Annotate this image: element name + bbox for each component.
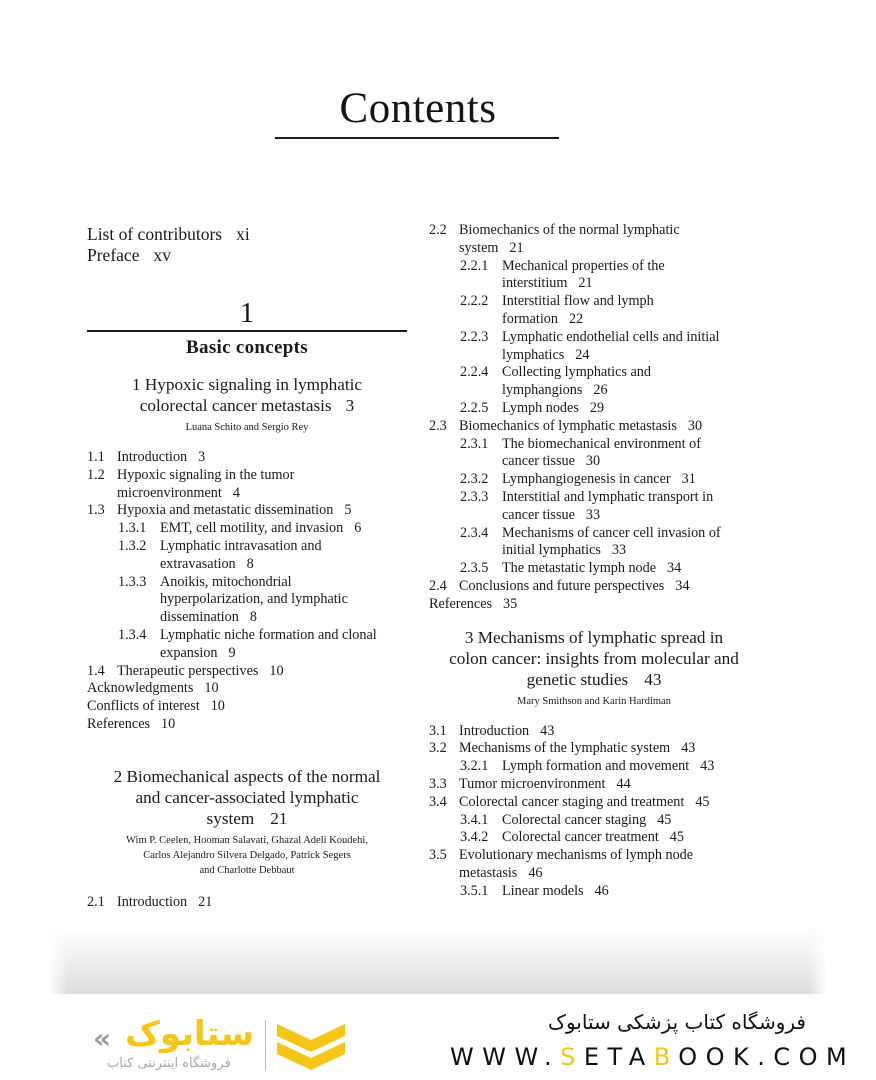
entry-page: 21 (198, 893, 213, 910)
toc-entry[interactable] (87, 449, 407, 467)
entry-label: Therapeutic perspectives (117, 662, 259, 679)
chapter-page: 3 (345, 396, 355, 415)
entry-page: 45 (669, 829, 684, 846)
entry-page: 34 (667, 560, 682, 577)
toc-entry[interactable] (429, 258, 759, 294)
entry-number: 2.3.5 (460, 560, 489, 577)
entry-number: 3.2.1 (460, 758, 489, 775)
entry-label: Introduction (117, 893, 188, 910)
toc-entry[interactable] (87, 520, 407, 538)
chapter-authors (429, 694, 759, 709)
entry-label: List of contributors (87, 224, 223, 244)
entry-label: cancer tissue (502, 453, 575, 470)
entry-label: References (87, 715, 151, 732)
entry-label: Mechanisms of cancer cell invasion of (502, 524, 721, 541)
toc-entry[interactable] (87, 502, 407, 520)
toc-entry[interactable] (429, 471, 759, 489)
url-part: ETA (583, 1043, 654, 1071)
store-name-fa: فروشگاه کتاب پزشکی ستابوک (548, 1010, 806, 1034)
toc-entry[interactable] (87, 538, 407, 574)
url-part: OOK.COM (678, 1043, 856, 1071)
toc-entry[interactable] (429, 418, 759, 436)
entry-number: 2.4 (429, 577, 447, 594)
front-entry-preface[interactable] (87, 245, 407, 266)
entry-number: 3.5 (429, 847, 447, 864)
entry-page: 21 (509, 239, 524, 256)
entry-page: xv (153, 245, 171, 265)
chapter-1 (87, 374, 407, 734)
toc-entry[interactable] (429, 525, 759, 561)
entry-label: Hypoxia and metastatic dissemination (117, 502, 334, 519)
entry-page: 30 (585, 453, 601, 470)
entry-page: 43 (540, 722, 555, 739)
entry-label: interstitium (502, 275, 568, 292)
chapter-2 (87, 766, 407, 912)
chapter-authors (87, 833, 407, 878)
entry-label: expansion (160, 644, 218, 661)
entry-label: Evolutionary mechanisms of lymph node (459, 847, 694, 864)
page-fade-shadow (50, 926, 826, 994)
entry-number: 2.2.2 (460, 293, 489, 310)
toc-entry[interactable] (429, 293, 759, 329)
toc-entry[interactable] (429, 560, 759, 578)
entry-page: 9 (228, 644, 236, 661)
entry-page: 10 (161, 715, 176, 732)
entry-number: 3.4.1 (460, 811, 489, 828)
entry-label: References (429, 595, 493, 612)
entry-label: Tumor microenvironment (459, 775, 606, 792)
entry-page: 21 (578, 275, 593, 292)
toc-entry[interactable] (87, 680, 407, 698)
entry-label: Lymphangiogenesis in cancer (502, 471, 671, 488)
part-rule (87, 330, 407, 332)
entry-label: Acknowledgments (87, 680, 194, 697)
entry-page: 4 (232, 484, 240, 501)
entry-page: 34 (675, 577, 690, 594)
logo-subtitle: فروشگاه اینترنتی کتاب (107, 1056, 231, 1071)
entry-label: Interstitial and lymphatic transport in (502, 488, 714, 505)
front-entry-contributors[interactable] (87, 224, 407, 245)
entry-label: Introduction (117, 449, 188, 465)
chapter-authors (87, 420, 407, 435)
chapter-title[interactable] (429, 627, 759, 690)
toc-entry[interactable] (87, 698, 407, 716)
entry-label: system (459, 239, 499, 256)
chapter-title-line: system (206, 808, 255, 828)
chapter-title-line: colorectal cancer metastasis (139, 396, 332, 415)
entry-page: 8 (246, 555, 254, 572)
entry-label: Lymphatic intravasation and (160, 537, 322, 554)
toc-entry[interactable] (429, 776, 759, 794)
front-matter (87, 224, 407, 266)
entry-label: Mechanical properties of the (502, 257, 665, 274)
entry-page: 33 (585, 506, 601, 523)
toc-entry[interactable] (429, 794, 759, 812)
entry-label: Biomechanics of lymphatic metastasis (459, 417, 677, 434)
chapter-title-line: 2 Biomechanical aspects of the normal (113, 766, 381, 786)
toc-entry[interactable] (429, 847, 759, 883)
chapter-entries (87, 449, 407, 734)
entry-page: 29 (589, 399, 605, 416)
entry-label: Colorectal cancer treatment (502, 829, 659, 846)
chapter-title-line: colon cancer: insights from molecular and (449, 648, 739, 668)
entry-label: dissemination (160, 609, 239, 626)
entry-number: 1.1 (87, 449, 105, 465)
entry-number: 2.1 (87, 893, 105, 910)
title-rule (275, 137, 559, 139)
entry-page: 10 (210, 698, 225, 715)
entry-number: 2.3.3 (460, 488, 489, 505)
entry-page: 43 (681, 740, 696, 757)
entry-page: 33 (611, 542, 627, 559)
entry-label: Collecting lymphatics and (502, 364, 651, 381)
toc-entry[interactable] (429, 222, 759, 258)
entry-label: Mechanisms of the lymphatic system (459, 740, 671, 757)
entry-number: 2.2 (429, 222, 447, 238)
toc-entry[interactable] (429, 436, 759, 472)
entry-label: microenvironment (117, 484, 222, 501)
toc-entry[interactable] (429, 489, 759, 525)
entry-number: 1.3.1 (118, 520, 147, 537)
toc-entry[interactable] (429, 364, 759, 400)
entry-label: metastasis (459, 864, 518, 881)
entry-label: The metastatic lymph node (502, 560, 657, 577)
toc-entry[interactable] (87, 663, 407, 681)
entry-page: 5 (344, 502, 352, 519)
entry-page: 45 (657, 811, 672, 828)
author-line: and Charlotte Debbaut (199, 864, 295, 876)
entry-label: Introduction (459, 722, 530, 739)
toc-left-column (87, 224, 407, 912)
logo-divider (265, 1020, 266, 1070)
entry-label: Conflicts of interest (87, 698, 200, 715)
toc-entry[interactable] (87, 894, 407, 912)
chapter-entries (429, 723, 759, 901)
toc-entry[interactable] (429, 596, 759, 614)
url-part-highlight: S (560, 1043, 584, 1071)
part-title: Basic concepts (186, 337, 308, 358)
author-line: Mary Smithson and Karin Hardiman (517, 695, 671, 707)
entry-label: EMT, cell motility, and invasion (160, 520, 344, 537)
entry-page: 35 (503, 595, 518, 612)
entry-label: formation (502, 310, 558, 327)
entry-label: lymphatics (502, 346, 565, 363)
entry-number: 3.4.2 (460, 829, 489, 846)
entry-number: 2.2.1 (460, 257, 489, 274)
entry-page: 46 (528, 864, 543, 881)
entry-number: 1.3.3 (118, 573, 147, 590)
chapter-2-continued (429, 222, 759, 614)
entry-number: 1.3.4 (118, 626, 147, 643)
toc-entry[interactable] (87, 627, 407, 663)
entry-number: 1.3 (87, 502, 105, 519)
entry-page: 24 (575, 346, 590, 363)
chapter-title-line: and cancer-associated lymphatic (135, 787, 359, 807)
author-line: Wim P. Ceelen, Hooman Salavati, Ghazal Adeli Koudehi, (126, 834, 368, 846)
entry-label: lymphangions (502, 382, 583, 399)
entry-number: 1.4 (87, 662, 105, 679)
logo-wordmark: ستابوک (125, 1014, 254, 1054)
entry-label: Colorectal cancer staging and treatment (459, 793, 685, 810)
entry-page: 30 (687, 417, 703, 434)
entry-page: xi (236, 224, 250, 244)
entry-label: Anoikis, mitochondrial (160, 573, 292, 590)
entry-label: Biomechanics of the normal lymphatic (459, 222, 680, 238)
toc-entry[interactable] (429, 578, 759, 596)
page-title: Contents (339, 85, 497, 132)
entry-number: 3.3 (429, 775, 447, 792)
chapter-title-line: genetic studies (526, 669, 629, 689)
toc-entry[interactable] (429, 740, 759, 758)
toc-entry[interactable] (429, 329, 759, 365)
entry-number: 2.3.2 (460, 471, 489, 488)
entry-number: 1.2 (87, 466, 105, 483)
chapter-entries (87, 894, 407, 912)
setabook-logo[interactable] (85, 1010, 355, 1078)
chapter-title-line: 3 Mechanisms of lymphatic spread in (464, 627, 724, 647)
toc-entry[interactable] (429, 812, 759, 830)
part-number: 1 (239, 297, 255, 329)
entry-label: initial lymphatics (502, 542, 601, 559)
toc-right-column (429, 222, 759, 901)
entry-number: 2.3.1 (460, 435, 489, 452)
toc-entry[interactable] (429, 758, 759, 776)
entry-label: Hypoxic signaling in the tumor (117, 466, 295, 483)
entry-label: Lymphatic endothelial cells and initial (502, 328, 720, 345)
entry-page: 46 (594, 882, 609, 899)
entry-label: Linear models (502, 882, 584, 899)
author-line: Luana Schito and Sergio Rey (185, 422, 309, 433)
url-part-highlight: B (653, 1043, 679, 1071)
entry-label: Conclusions and future perspectives (459, 577, 665, 594)
entry-label: Lymphatic niche formation and clonal (160, 626, 377, 643)
double-chevron-icon: « (93, 1022, 112, 1055)
toc-entry[interactable] (87, 574, 407, 627)
entry-page: 43 (700, 758, 715, 775)
chapter-title[interactable] (87, 374, 407, 416)
entry-number: 3.5.1 (460, 882, 489, 899)
toc-entry[interactable] (87, 467, 407, 503)
entry-page: 44 (616, 775, 631, 792)
entry-page: 8 (249, 609, 257, 626)
entry-number: 2.3 (429, 417, 447, 434)
entry-label: Preface (87, 245, 140, 265)
chapter-page: 43 (644, 669, 662, 689)
entry-label: The biomechanical environment of (502, 435, 701, 452)
entry-number: 3.2 (429, 740, 447, 757)
entry-number: 3.4 (429, 793, 447, 810)
entry-page: 31 (681, 471, 696, 488)
entry-number: 2.2.3 (460, 328, 489, 345)
chapter-page: 21 (270, 808, 288, 828)
entry-label: Colorectal cancer staging (502, 811, 647, 828)
url-part: WWW. (450, 1043, 561, 1071)
entry-number: 2.3.4 (460, 524, 489, 541)
entry-page: 22 (568, 310, 584, 327)
chevron-stack-icon (275, 1018, 347, 1074)
toc-entry[interactable] (429, 400, 759, 418)
entry-label: Lymph nodes (502, 399, 579, 416)
chapter-3 (429, 627, 759, 901)
store-url[interactable] (450, 1043, 855, 1071)
entry-number: 3.1 (429, 722, 447, 739)
entry-label: hyperpolarization, and lymphatic (160, 591, 348, 608)
entry-number: 1.3.2 (118, 537, 147, 554)
entry-page: 45 (695, 793, 710, 810)
entry-page: 10 (204, 680, 219, 697)
toc-entry[interactable] (87, 716, 407, 734)
chapter-title-line: 1 Hypoxic signaling in lymphatic (131, 375, 363, 394)
entry-label: Interstitial flow and lymph (502, 293, 654, 310)
toc-entry[interactable] (429, 723, 759, 741)
toc-entry[interactable] (429, 883, 759, 901)
entry-label: extravasation (160, 555, 236, 572)
entry-label: cancer tissue (502, 506, 575, 523)
toc-entry[interactable] (429, 829, 759, 847)
entry-page: 3 (198, 449, 206, 465)
author-line: Carlos Alejandro Silvera Delgado, Patrick Segers (143, 849, 351, 861)
chapter-title[interactable] (87, 766, 407, 829)
entry-page: 26 (593, 382, 608, 399)
entry-label: Lymph formation and movement (502, 758, 690, 775)
entry-number: 2.2.5 (460, 399, 489, 416)
entry-page: 10 (269, 662, 284, 679)
entry-number: 2.2.4 (460, 364, 489, 381)
entry-page: 6 (354, 520, 362, 537)
